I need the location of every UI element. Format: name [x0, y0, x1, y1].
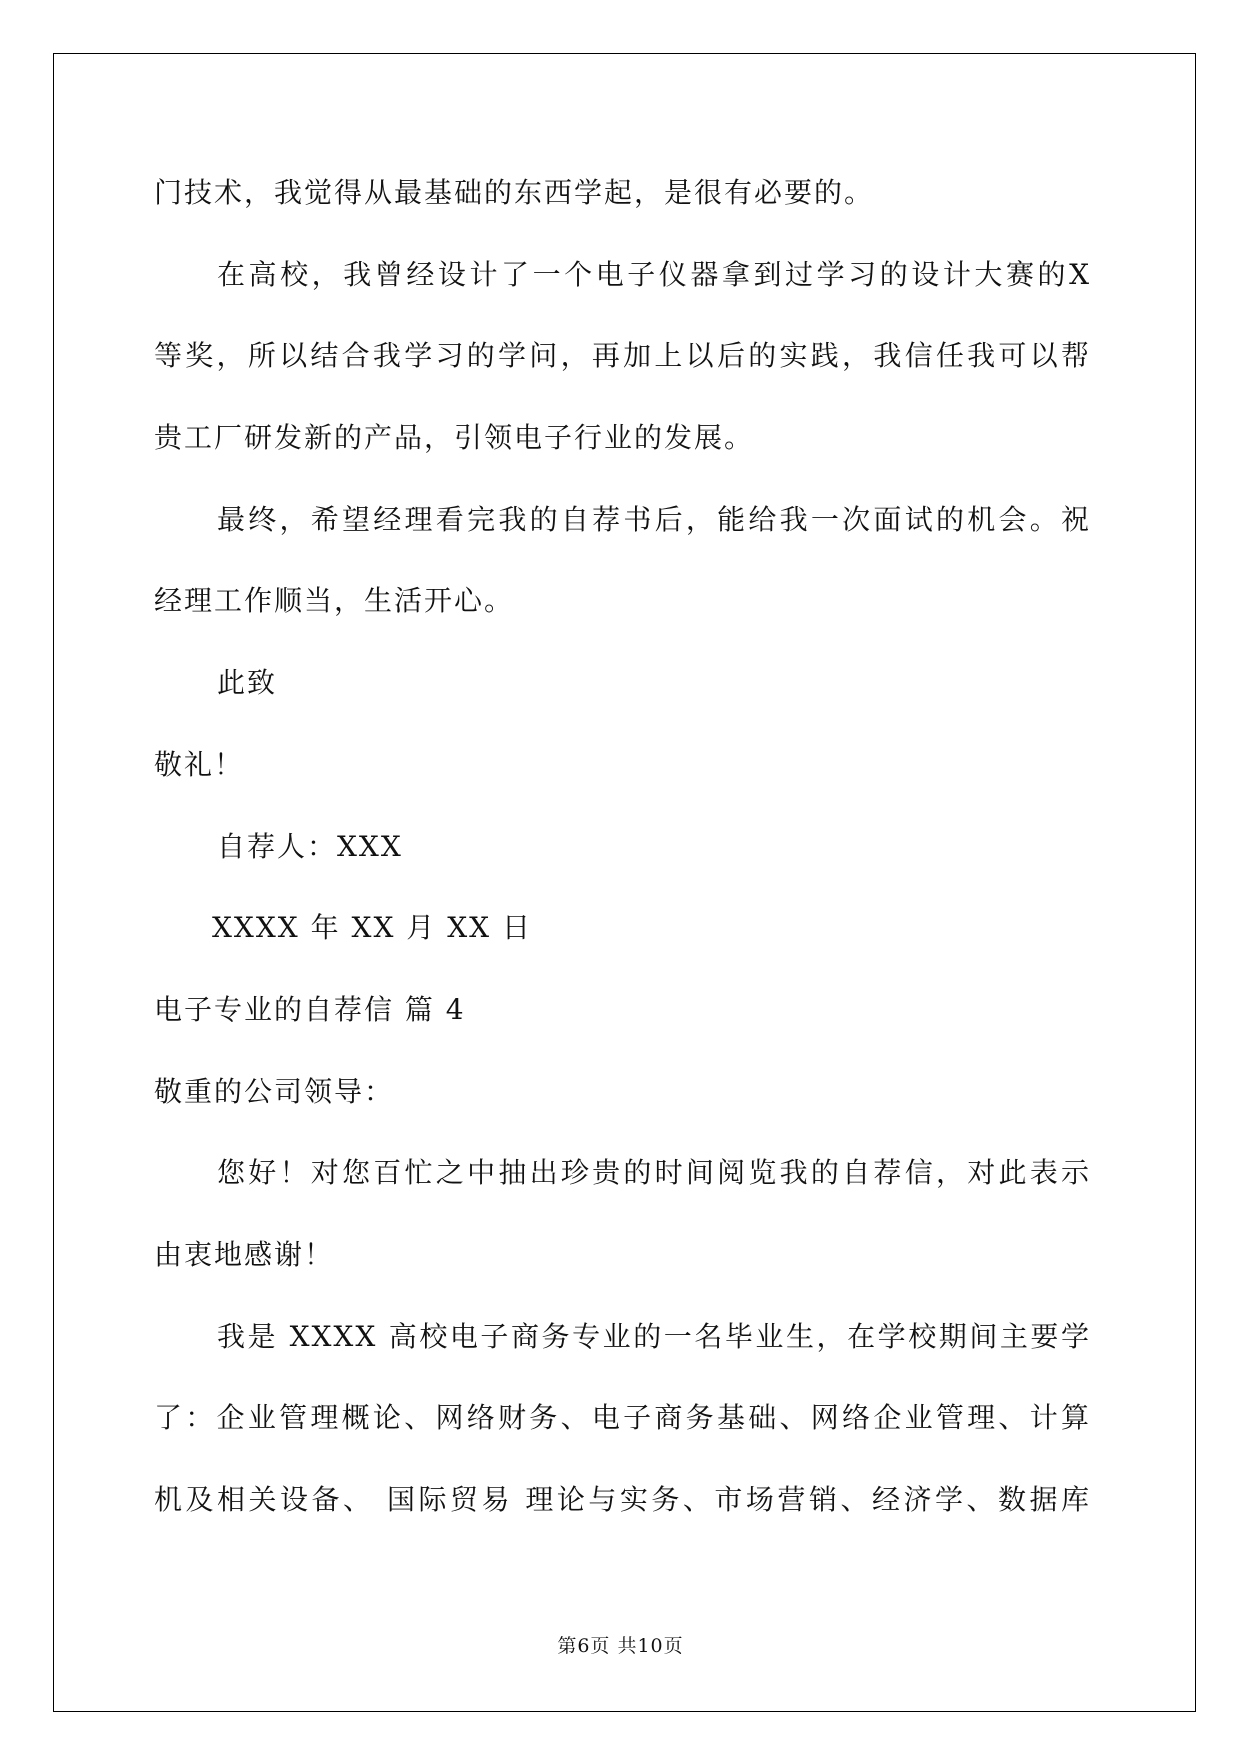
document-body [154, 152, 1091, 1541]
text-line: 贵工厂研发新的产品，引领电子行业的发展。 [154, 421, 755, 455]
text-line: 等奖，所以结合我学习的学问，再加上以后的实践，我信任我可以帮 [154, 339, 1091, 373]
text-line: 了：企业管理概论、网络财务、电子商务基础、网络企业管理、计算 [154, 1401, 1091, 1435]
text-line: 门技术，我觉得从最基础的东西学起，是很有必要的。 [154, 176, 875, 209]
page-number-footer: 第6页 共10页 [557, 1635, 684, 1657]
text-line: 您好！对您百忙之中抽出珍贵的时间阅览我的自荐信，对此表示 [217, 1156, 1091, 1190]
text-line: 在高校，我曾经设计了一个电子仪器拿到过学习的设计大赛的X [217, 257, 1091, 291]
text-line: 机及相关设备、 国际贸易 理论与实务、市场营销、经济学、数据库 [154, 1483, 1091, 1516]
closing-regards: 敬礼！ [154, 747, 245, 781]
text-line: 我是 XXXX 高校电子商务专业的一名毕业生，在学校期间主要学 [217, 1319, 1091, 1353]
date-line: XXXX 年 XX 月 XX 日 [212, 911, 532, 945]
closing-salutation: 此致 [217, 666, 278, 700]
signature-line: 自荐人：XXX [217, 829, 403, 863]
text-line: 由衷地感谢！ [154, 1237, 335, 1271]
text-line: 经理工作顺当，生活开心。 [154, 584, 515, 618]
greeting-line: 敬重的公司领导： [154, 1074, 395, 1108]
text-line: 最终，希望经理看完我的自荐书后，能给我一次面试的机会。祝 [217, 502, 1091, 536]
section-heading: 电子专业的自荐信 篇 4 [154, 992, 466, 1026]
